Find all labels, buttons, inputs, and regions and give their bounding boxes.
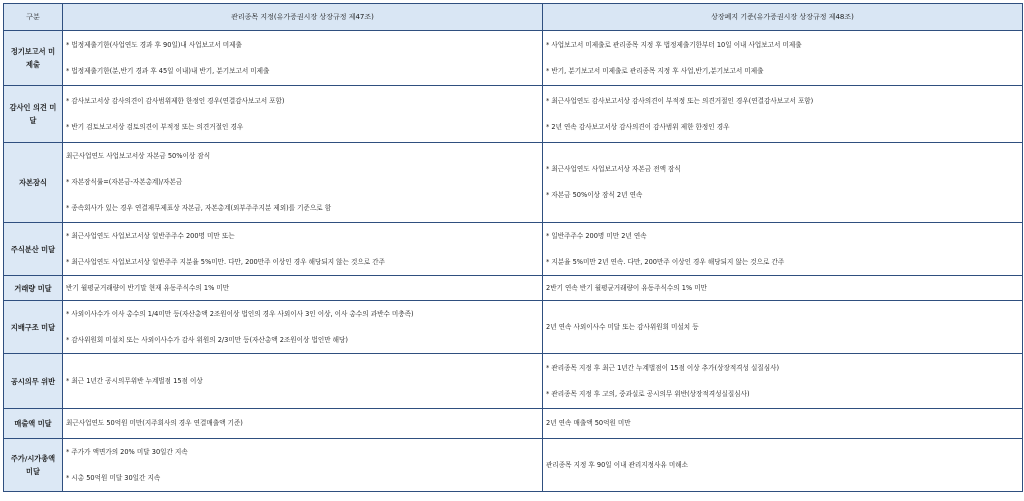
row-category: 감사인 의견 미달 — [4, 86, 63, 143]
delisting-line: * 2년 연속 감사보고서상 감사의견이 감사범위 제한 한정인 경우 — [546, 122, 730, 131]
row-category: 공시의무 위반 — [4, 354, 63, 409]
designation-line: * 감사보고서상 감사의견이 감사범위제한 한정인 경우(연결감사보고서 포함) — [66, 96, 285, 105]
table-row — [4, 301, 1023, 354]
designation-line: * 사외이사수가 이사 총수의 1/4미만 등(자산총액 2조원이상 법인의 경우 사외이사 3인 이상, 이사 총수의 과반수 미충족) — [66, 309, 414, 318]
designation-line: 최근사업연도 50억원 미만(지주회사의 경우 연결매출액 기준) — [66, 419, 243, 427]
row-category: 주가/시가총액 미달 — [4, 439, 63, 492]
row-designation-cell — [63, 276, 543, 301]
delisting-line: 2년 연속 매출액 50억원 미만 — [546, 419, 631, 427]
delisting-line: * 일반주주수 200명 미만 2년 연속 — [546, 231, 647, 240]
table-row — [4, 223, 1023, 276]
row-category: 지배구조 미달 — [4, 301, 63, 354]
table-row — [4, 276, 1023, 301]
table-row — [4, 143, 1023, 223]
table-header-row — [4, 4, 1023, 31]
delisting-line: 관리종목 지정 후 90일 이내 관리지정사유 미해소 — [546, 460, 688, 469]
row-delisting-cell — [543, 439, 1023, 492]
designation-line: * 최근사업연도 사업보고서상 일반주주 지분율 5%미만. 다만, 200만주 이상인 경우 해당되지 않는 것으로 간주 — [66, 257, 385, 266]
header-category: 구분 — [4, 4, 63, 31]
row-category: 주식분산 미달 — [4, 223, 63, 276]
row-designation-cell — [63, 301, 543, 354]
delisting-line: * 지분율 5%미만 2년 연속. 다만, 200만주 이상인 경우 해당되지 않는 것으로 간주 — [546, 257, 785, 266]
designation-line: 반기 월평균거래량이 반기말 현재 유동주식수의 1% 미만 — [66, 283, 230, 292]
row-category: 정기보고서 미제출 — [4, 31, 63, 86]
delisting-line: * 최근사업연도 사업보고서상 자본금 전액 잠식 — [546, 165, 681, 173]
row-category: 자본잠식 — [4, 143, 63, 223]
row-designation-cell — [63, 439, 543, 492]
table-row — [4, 439, 1023, 492]
table-row — [4, 354, 1023, 409]
table-row — [4, 409, 1023, 439]
header-delisting: 상장폐지 기준(유가증권시장 상장규정 제48조) — [543, 4, 1023, 31]
row-delisting-cell — [543, 409, 1023, 439]
header-designation: 관리종목 지정(유가증권시장 상장규정 제47조) — [63, 4, 543, 31]
delisting-line: * 관리종목 지정 후 최근 1년간 누계벌점이 15점 이상 추가(상장적격성 실질심사) — [546, 363, 780, 372]
designation-line: * 종속회사가 있는 경우 연결재무제표상 자본금, 자본총계(외부주주지분 제외)를 기준으로 함 — [66, 204, 332, 212]
row-designation-cell — [63, 143, 543, 223]
table-row — [4, 31, 1023, 86]
designation-line: * 최근사업연도 사업보고서상 일반주주수 200명 미만 또는 — [66, 231, 235, 240]
designation-line: * 법정제출기한(사업연도 경과 후 90일)내 사업보고서 미제출 — [66, 40, 242, 49]
designation-line: * 주가가 액면가의 20% 미달 30일간 지속 — [66, 447, 188, 456]
designation-line: * 시총 50억원 미달 30일간 지속 — [66, 473, 161, 482]
row-category: 매출액 미달 — [4, 409, 63, 439]
table-row — [4, 86, 1023, 143]
row-delisting-cell — [543, 31, 1023, 86]
designation-line: * 법정제출기한(분,반기 경과 후 45일 이내)내 반기, 분기보고서 미제출 — [66, 66, 270, 75]
row-category: 거래량 미달 — [4, 276, 63, 301]
designation-line: * 최근 1년간 공시의무위반 누계벌점 15점 이상 — [66, 376, 203, 385]
delisting-line: 2년 연속 사외이사수 미달 또는 감사위원회 미설치 등 — [546, 322, 699, 331]
delisting-line: * 반기, 분기보고서 미제출로 관리종목 지정 후 사업,반기,분기보고서 미제출 — [546, 66, 764, 75]
designation-line: * 반기 검토보고서상 검토의견이 부적정 또는 의견거절인 경우 — [66, 122, 244, 131]
listing-rules-table — [3, 3, 1023, 492]
row-designation-cell — [63, 223, 543, 276]
delisting-line: 2반기 연속 반기 월평균거래량이 유동주식수의 1% 미만 — [546, 283, 707, 292]
designation-line: 최근사업연도 사업보고서상 자본금 50%이상 잠식 — [66, 152, 211, 160]
row-delisting-cell — [543, 276, 1023, 301]
row-delisting-cell — [543, 86, 1023, 143]
delisting-line: * 자본금 50%이상 잠식 2년 연속 — [546, 191, 643, 199]
row-designation-cell — [63, 409, 543, 439]
designation-line: * 감사위원회 미설치 또는 사외이사수가 감사 위원의 2/3미만 등(자산총액 2조원이상 법인만 해당) — [66, 335, 348, 344]
delisting-line: * 사업보고서 미제출로 관리종목 지정 후 법정제출기한부터 10일 이내 사업보고서 미제출 — [546, 40, 802, 49]
designation-line: * 자본잠식률=(자본금-자본총계)/자본금 — [66, 178, 183, 186]
row-delisting-cell — [543, 301, 1023, 354]
row-delisting-cell — [543, 223, 1023, 276]
row-delisting-cell — [543, 354, 1023, 409]
row-designation-cell — [63, 354, 543, 409]
delisting-line: * 최근사업연도 감사보고서상 감사의견이 부적정 또는 의견거절인 경우(연결감사보고서 포함) — [546, 96, 814, 105]
row-designation-cell — [63, 86, 543, 143]
delisting-line: * 관리종목 지정 후 고의, 중과실로 공시의무 위반(상장적격성실질심사) — [546, 389, 750, 398]
row-delisting-cell — [543, 143, 1023, 223]
row-designation-cell — [63, 31, 543, 86]
table-body — [4, 31, 1023, 492]
